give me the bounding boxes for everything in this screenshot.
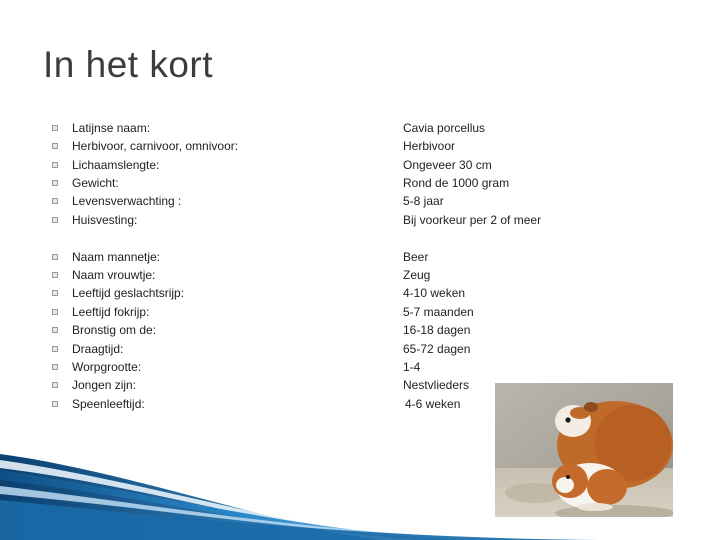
row-value: Bij voorkeur per 2 of meer xyxy=(403,213,542,227)
row-value: 65-72 dagen xyxy=(403,342,471,356)
bullet-icon xyxy=(52,272,58,278)
bullet-icon xyxy=(52,382,58,388)
list-item xyxy=(52,211,572,229)
page-title: In het kort xyxy=(43,44,214,85)
bullet-icon xyxy=(52,401,58,407)
list-item xyxy=(52,174,572,192)
row-label: Draagtijd: xyxy=(72,342,124,356)
row-label: Huisvesting: xyxy=(72,213,138,227)
row-label: Lichaamslengte: xyxy=(72,158,160,172)
list-item xyxy=(52,266,572,284)
list-item xyxy=(52,156,572,174)
row-label: Latijnse naam: xyxy=(72,121,151,135)
bullet-icon xyxy=(52,162,58,168)
bullet-icon xyxy=(52,327,58,333)
list-item xyxy=(52,321,572,339)
bullet-icon xyxy=(52,198,58,204)
row-value: 1-4 xyxy=(403,360,421,374)
bullet-icon xyxy=(52,217,58,223)
list-item xyxy=(52,395,572,413)
row-label: Speenleeftijd: xyxy=(72,397,145,411)
bullet-icon xyxy=(52,290,58,296)
row-value: 5-8 jaar xyxy=(403,194,444,208)
row-value: Herbivoor xyxy=(403,139,456,153)
row-label: Levensverwachting : xyxy=(72,194,182,208)
list-item xyxy=(52,358,572,376)
row-value: 16-18 dagen xyxy=(403,323,471,337)
row-label: Naam vrouwtje: xyxy=(72,268,156,282)
row-label: Gewicht: xyxy=(72,176,119,190)
list-item xyxy=(52,248,572,266)
row-label: Jongen zijn: xyxy=(72,378,137,392)
row-label: Leeftijd fokrijp: xyxy=(72,305,150,319)
row-value: 4-6 weken xyxy=(405,397,461,411)
row-value: Cavia porcellus xyxy=(403,121,486,135)
list-item xyxy=(52,376,572,394)
bullet-icon xyxy=(52,125,58,131)
list-item xyxy=(52,119,572,137)
list-item xyxy=(52,284,572,302)
row-value: Beer xyxy=(403,250,429,264)
list-item xyxy=(52,303,572,321)
bullet-icon xyxy=(52,254,58,260)
row-value: Ongeveer 30 cm xyxy=(403,158,492,172)
row-label: Herbivoor, carnivoor, omnivoor: xyxy=(72,139,239,153)
bullet-icon xyxy=(52,143,58,149)
list-item xyxy=(52,192,572,210)
row-label: Worpgrootte: xyxy=(72,360,142,374)
row-value: Zeug xyxy=(403,268,431,282)
bullet-icon xyxy=(52,180,58,186)
row-label: Naam mannetje: xyxy=(72,250,161,264)
row-value: 5-7 maanden xyxy=(403,305,474,319)
row-value: 4-10 weken xyxy=(403,286,466,300)
list-item xyxy=(52,340,572,358)
row-value: Nestvlieders xyxy=(403,378,470,392)
bullet-icon xyxy=(52,364,58,370)
list-item xyxy=(52,137,572,155)
row-label: Bronstig om de: xyxy=(72,323,157,337)
row-value: Rond de 1000 gram xyxy=(403,176,510,190)
decorative-swoosh xyxy=(0,440,720,540)
row-label: Leeftijd geslachtsrijp: xyxy=(72,286,185,300)
bullet-icon xyxy=(52,346,58,352)
bullet-icon xyxy=(52,309,58,315)
